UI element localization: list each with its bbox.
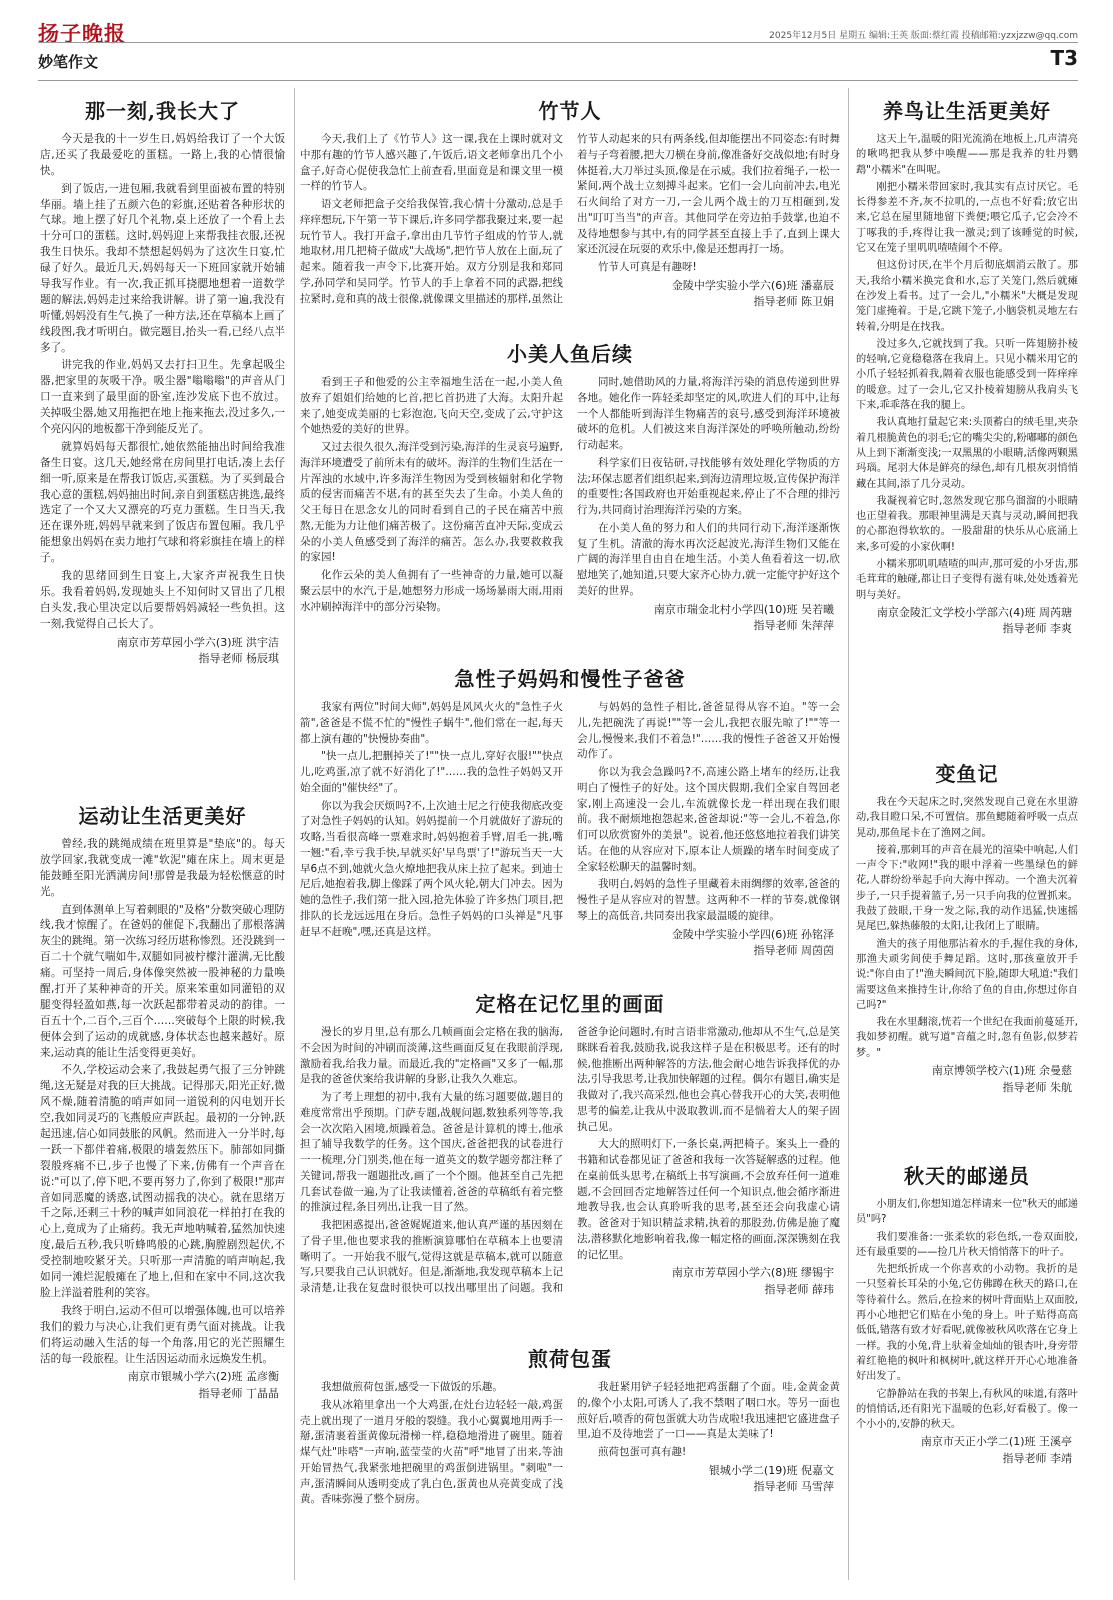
article-paragraph: 你以为我会厌烦吗?不,上次迪士尼之行使我彻底改变了对急性子妈妈的认知。妈妈提前一个月就做好了游玩的攻略,当看很高峰一票难求时,妈妈抱着手臂,眉毛一挑,嘴一翘:"看,幸亏我手快,早就买好'早鸟票'了!"游玩当天一大早6点不到,她就火急火燎地把我从床上拉了起来。到迪士尼后,她抱着我,脚上像踩了两个风火轮,朝大门冲去。因为她的急性子,我们第一批入园,抢先体验了许多热门项目,把排队的长龙远远甩在身后。急性子妈妈的口头禅是"凡事赶早不赶晚",嘿,还真是这样。	[300, 799, 563, 938]
article-title: 养鸟让生活更美好	[883, 99, 1051, 123]
article-paragraph: 我家有两位"时间大师",妈妈是风风火火的"急性子火箭",爸爸是不慌不忙的"慢性子蜗牛",他们常在一起,每天都上演有趣的"快慢协奏曲"。	[300, 701, 563, 745]
article-paragraph: 看到王子和他爱的公主幸福地生活在一起,小美人鱼放弃了姐姐们给她的匕首,把匕首扔进了大海。太阳升起来了,她变成美丽的七彩泡泡,飞向天空,变成了云,守护这个她热爱的美好的世界。	[300, 376, 563, 436]
article-title: 煎荷包蛋	[528, 1347, 612, 1371]
article-paragraph: 科学家们日夜钻研,寻找能够有效处理化学物质的方法;环保志愿者们组织起来,到海边清理垃圾,宣传保护海洋的重要性;各国政府也开始重视起来,停止了不合理的排污行为,共同商讨治理海洋污染的方案。	[577, 456, 840, 516]
page-number: T3	[1050, 46, 1078, 70]
section-title: 妙笔作文	[38, 53, 99, 71]
author: 南京金陵汇文学校小学部六(4)班 周芮瑭	[876, 605, 1072, 619]
author: 南京市芳草园小学六(3)班 洪宇洁	[116, 635, 279, 649]
teacher: 指导老师 朱萍萍	[753, 619, 834, 632]
article-paragraph: 我凝视着它时,忽然发现它那乌溜溜的小眼睛也正望着我。那眼神里满是天真与灵动,瞬间把我的心都泡得软软的。一股甜甜的快乐从心底涌上来,多可爱的小家伙啊!	[856, 495, 1078, 553]
article-paragraph: 小糯米那叽叽喳喳的叫声,那可爱的小牙齿,那毛茸茸的触碰,都让日子变得有滋有味,处处透着光明与美好。	[856, 559, 1078, 601]
article-byline	[40, 635, 285, 668]
article-paragraph: 为了考上理想的初中,我有大量的练习题要做,题目的难度常常出乎预期。门萨专题,战舰问题,数独系列等等,我会一次次陷入困境,烦躁着急。爸爸是计算机的博士,他承担了辅导我数学的任务。这个国庆,爸爸把我的试卷进行一一梳理,分门别类,他在每一道英文的数学题旁都注释了关键词,帮我一题题批改,画了一个个圈。他甚至自己先把几套试卷做一遍,为了让我读懂着,爸爸的草稿纸有着完整的推演过程,条目列出,让我一目了然。	[300, 1091, 563, 1214]
author: 金陵中学实验小学四(6)班 孙铭泽	[671, 927, 834, 941]
article-paragraph: 在小美人鱼的努力和人们的共同行动下,海洋逐渐恢复了生机。清澈的海水再次泛起波光,海洋生物们又能在广阔的海洋里自由自在地生活。小美人鱼看着这一切,欣慰地笑了,她知道,只要大家齐心协力,就一定能守护好这个美好的世界。	[577, 521, 840, 597]
article-paragraph: 接着,那刺耳的声音在晨光的渲染中响起,人们一声令下:"收网!"我的眼中浮着一些墨绿色的鲜花,人群纷纷举起手向大海中挥动。一个渔夫沉着步子,一只手提着篮子,另一只手向我的位置抓来。我鼓了鼓眼,干身一发之际,我的动作迅猛,快速摇晃尾巴,躲热藤般的太阳,让我闭上了眼睛。	[856, 844, 1078, 933]
article-dingge	[300, 988, 840, 1340]
article-title: 小美人鱼后续	[507, 342, 633, 366]
article-jixingzi	[300, 663, 840, 985]
article-paragraph: 它静静站在我的书架上,有秋风的味道,有落叶的悄悄话,还有阳光下温暖的色彩,好看极了。像一个小小的,安静的秋天。	[856, 1388, 1078, 1431]
article-title: 秋天的邮递员	[904, 1164, 1030, 1188]
author: 金陵中学实验小学六(6)班 潘嘉辰	[671, 278, 834, 292]
article-paragraph: "快一点儿,把删掉关了!""快一点儿,穿好衣服!""快点儿,吃鸡蛋,凉了就不好消化了!"……我的急性子妈妈又开始全面的"催快经"了。	[300, 750, 563, 794]
article-paragraph: 我赶紧用铲子轻轻地把鸡蛋翻了个面。哇,金黄金黄的,像个小太阳,可诱人了,我不禁咽了咽口水。等另一面也煎好后,喷香的荷包蛋就大功告成啦!我迅速把它盛进盘子里,迫不及待地尝了一口——真是太美味了!	[577, 1381, 840, 1441]
article-byline	[577, 602, 840, 635]
article-paragraph: 直到体测单上写着刺眼的"及格"分数突破心理防线,我才惊醒了。在爸妈的催促下,我翻出了那根落满灰尘的跳绳。第一次练习经历堪称惨烈。还没跳到一百二十个就气喘如牛,双腿如同被柠檬汁灌满,无比酸痛。可坚持一周后,身体像突然被一股神秘的力量唤醒,打开了某种神奇的开关。原来笨重如同灌铅的双腿变得轻盈如燕,每一次跃起都带着灵动的韵律。一百五十个,二百个,三百个……突破每个上限的时候,我便体会到了运动的成就感,身体状态也越来越好。原来,运动真的能让生活变得更美好。	[40, 903, 285, 1059]
article-paragraph: 又过去很久很久,海洋受到污染,海洋的生灵哀号遍野,海洋环境遭受了前所未有的破坏。海洋的生物们生活在一片浑浊的水域中,许多海洋生物因为受到核辐射和化学物质的侵害而痛苦不堪,有的甚至失去了生命。小美人鱼的父王每日在思念女儿的同时看到自己的子民在痛苦中煎熬,无能为力让他们痛苦极了。这份痛苦直冲天际,变成云朵的小美人鱼感受到了海洋的痛苦。怎么办,我要救救我的家园!	[300, 441, 563, 564]
article-paragraph: 刚把小糯米带回家时,我其实有点讨厌它。毛长得参差不齐,灰不拉叽的,一点也不好看;放它出来,它总在屋里随地留下粪便;喂它瓜子,它会冷不丁啄我的手,疼得让我一激灵;到了该睡觉的时候,它又在笼子里叽叽喳喳闹个不停。	[856, 181, 1078, 255]
article-paragraph: 不久,学校运动会来了,我鼓起勇气报了三分钟跳绳,这无疑是对我的巨大挑战。记得那天,阳光正好,微风不燥,随着清脆的哨声如同一道锐利的闪电划开长空,我如同灵巧的飞燕般应声跃起。最初的一分钟,跃起迅速,信心如同鼓胀的风帆。然而进入一分半时,每一跃一下都伴着痛,极限的墙轰然压下。肺部如同撕裂般疼痛不已,步子也慢了下来,仿佛有一个声音在说:"可以了,停下吧,不要再努力了,你到了极限!"那声音如同恶魔的诱惑,试图动摇我的决心。就在思绪万千之际,还剩三十秒的喊声如同浪花一样拍打在我的心上,竟成为了止痛药。我无声地呐喊着,猛然加快速度,最后五秒,我只听蜂鸣般的心跳,胸膛剧烈起伏,不受控制地咬紧牙关。只听那一声清脆的哨声响起,我如同一滩烂泥般瘫在了地上,但和在家中不同,这次我脸上洋溢着胜利的笑容。	[40, 1064, 285, 1299]
newspaper-logo: 扬子晚报	[38, 21, 126, 46]
article-bianyuji	[856, 758, 1078, 1148]
article-yangniao	[856, 95, 1078, 745]
teacher: 指导老师 朱航	[1002, 1080, 1072, 1094]
article-paragraph: 讲完我的作业,妈妈又去打扫卫生。先拿起吸尘器,把家里的灰吸干净。吸尘器"嗡嗡嗡"的声音从门口一直来到了最里面的卧室,连沙发底下也不放过。关掉吸尘器,她又用拖把在地上拖来拖去,没过多久,一个亮闪闪的地板都干净到能反光了。	[40, 359, 285, 436]
article-zhujieren	[300, 95, 840, 335]
teacher: 指导老师 杨辰琪	[198, 652, 279, 666]
article-paragraph: 今天是我的十一岁生日,妈妈给我订了一个大饭店,还买了我最爱吃的蛋糕。一路上,我的心情很愉快。	[40, 133, 285, 177]
teacher: 指导老师 周茵茵	[753, 944, 834, 957]
article-paragraph: 大大的照明灯下,一条长桌,两把椅子。案头上一叠的书籍和试卷都见证了爸爸和我每一次答疑解惑的过程。他在桌前低头思考,在稿纸上书写演画,不会放弃任何一道难题,不会回回否定地解答过任何一个知识点,他会循序渐进地教导我,也会认真聆听我的思考,甚至还会向我虚心请教。爸爸对于知识精益求精,执着的那股劲,仿佛是施了魔法,潜移默化地影响着我,像一幅定格的画面,深深镌刻在我的记忆里。	[577, 1138, 840, 1261]
author: 银城小学二(19)班 倪嘉文	[708, 1463, 834, 1477]
header-rule-lower	[38, 80, 1078, 81]
article-paragraph: 语文老师把盒子交给我保管,我心情十分激动,总是手痒痒想玩,下午第一节下课后,许多同学都我聚过来,要一起玩竹节人。我打开盒子,拿出由几节竹子组成的竹节人,就地取材,用几把椅子做成"大战场",把竹节人放在上面,玩了起来。随着我一声令下,比赛开始。双方分别是我和郑同学,孙同学和吴同学。竹节人的手上拿着不同的武器,把线拉紧时,竟和真的战士很像,就像课文里描述的那样,虽然让竹节人动起来的只有两条线,但却能摆出不同姿态:有时舞着与子弯着腰,把大刀横在身前,像准备好交战似地;有时身体挺着,大刀举过头顶,像是在示威。我们拉着绳子,一松一紧间,两个战士立刻搏斗起来。它们一会儿向前冲去,电光石火间给了对方一刀,一会儿两个战士的刀互相砸到,发出"叮叮当当"的声音。其他同学在旁边拍手鼓掌,也迫不及待地想参与其中,有的同学甚至直接上手了,直到上课大家还沉浸在玩耍的欢乐中,像是还想再打一场。	[300, 133, 840, 305]
article-yundong	[40, 800, 285, 1585]
article-paragraph: 我想做煎荷包蛋,感受一下做饭的乐趣。	[321, 1381, 503, 1393]
teacher: 指导老师 马雪萍	[753, 1480, 834, 1494]
article-paragraph: 没过多久,它就找到了我。只听一阵翅膀扑棱的轻响,它竟稳稳落在我肩上。只见小糯米用它的小爪子轻轻抓着我,隔着衣服也能感受到一阵痒痒的暖意。过了一会儿,它又扑棱着翅膀从我肩头飞下来,乖乖落在我的腿上。	[856, 338, 1078, 412]
article-byline	[856, 605, 1078, 638]
article-paragraph: 到了饭店,一进包厢,我就看到里面被布置的特别华丽。墙上挂了五颜六色的彩旗,还贴着各种形状的气球。地上摆了好几个礼物,桌上还放了一个看上去十分可口的蛋糕。这时,妈妈迎上来帮我挂衣服,还祝我生日快乐。我却不禁想起妈妈为了这次生日宴,忙碌了好久。最近几天,妈妈每天一下班回家就开始辅导我写作业。有一次,我正抓耳挠腮地想着一道数学题的解法,妈妈走过来给我讲解。讲了第一遍,我没有听懂,妈妈没有生气,换了一种方法,还在草稿本上画了线段图,我才听明白。做完题目,抬头一看,已经八点半多了。	[40, 182, 285, 354]
article-byline	[856, 1063, 1078, 1096]
article-paragraph: 竹节人可真是有趣呀!	[598, 261, 697, 273]
article-paragraph: 同时,她借助风的力量,将海洋污染的消息传递到世界各地。她化作一阵轻柔却坚定的风,吹进人们的耳中,让每一个人都能听到海洋生物痛苦的哀号,感受到海洋环境被破坏的危机。人们被这来自海洋深处的呼唤所触动,纷纷行动起来。	[577, 376, 840, 451]
article-title: 变鱼记	[935, 762, 999, 786]
article-byline	[577, 927, 840, 960]
teacher: 指导老师 李爽	[1002, 622, 1072, 636]
teacher: 指导老师 陈卫娟	[753, 295, 834, 309]
article-paragraph: 但这份讨厌,在半个月后彻底烟消云散了。那天,我给小糯米换完食和水,忘了关笼门,然后就瘫在沙发上看书。过了一会儿,"小糯米"大概是发现笼门虚掩着。于是,它跳下笼子,小脑袋机灵地左右转着,分明是在找我。	[856, 260, 1078, 333]
article-paragraph: 与妈妈的急性子相比,爸爸显得从容不迫。"等一会儿,先把碗洗了再说!""等一会儿,我把衣服先晾了!""等一会儿,慢慢来,我们不着急!"……我的慢性子爸爸又开始慢动作了。	[577, 701, 840, 761]
article-title: 竹节人	[538, 99, 602, 123]
article-title: 定格在记忆里的画面	[475, 992, 665, 1016]
article-title: 运动让生活更美好	[78, 804, 247, 828]
article-jianhebaodan	[300, 1343, 840, 1583]
article-paragraph: 漫长的岁月里,总有那么几帧画面会定格在我的脑海,不会因为时间的冲刷而淡薄,这些画面反复在我眼前浮现,激励着我,给我力量。而最近,我的"定格画"又多了一幅,那是我的爸爸伏案给我讲解的身影,让我久久难忘。	[300, 1026, 563, 1086]
article-paragraph: 曾经,我的跳绳成绩在班里算是"垫底"的。每天放学回家,我就变成一滩"软泥"瘫在床上。周末更是能鼓睡至阳光洒满房间!那曾是我最为轻松惬意的时光。	[40, 838, 285, 898]
author: 南京市银城小学六(2)班 孟彦衡	[127, 1370, 279, 1384]
article-paragraph: 先把纸折成一个你喜欢的小动物。我折的是一只竖着长耳朵的小兔,它仿佛蹲在秋天的路口,在等待着什么。然后,在捡来的树叶背面贴上双面胶,再小心地把它们贴在小兔的身上。叶子贴得高高低低,错落有致才好看呢,就像被秋风吹落在它身上一样。我的小兔,背上驮着金灿灿的银杏叶,身旁带着红艳艳的枫叶和枫树叶,就这样开开心心地准备好出发了。	[856, 1264, 1078, 1383]
article-paragraph: 化作云朵的美人鱼拥有了一些神奇的力量,她可以凝聚云层中的水汽,于是,她想努力形成一场场暴雨大雨,用雨水冲刷掉海洋中的部分污染物。	[300, 569, 563, 613]
article-paragraph: 我们要准备:一张柔软的彩色纸,一卷双面胶,还有最重要的——捡几片秋天悄悄落下的叶子。	[856, 1231, 1078, 1258]
article-byline	[856, 1434, 1078, 1467]
teacher: 指导老师 李靖	[1002, 1451, 1072, 1465]
article-paragraph: 我从冰箱里拿出一个大鸡蛋,在灶台边轻轻一敲,鸡蛋壳上就出现了一道月牙般的裂缝。我小心翼翼地用两手一掰,蛋清裹着蛋黄像玩滑梯一样,稳稳地滑进了碗里。随着煤气灶"咔嗒"一声响,蓝莹莹的火苗"呼"地冒了出来,等油开始冒热气,我紧张地把碗里的鸡蛋倒进锅里。"刺啦"一声,蛋清瞬间从透明变成了乳白色,蛋黄也从亮黄变成了浅黄。香味弥漫了整个厨房。	[300, 1398, 563, 1506]
article-paragraph: 你以为我会急躁吗?不,高速公路上堵车的经历,让我明白了慢性子的好处。这个国庆假期,我们全家自驾回老家,刚上高速没一会儿,车流就像长龙一样出现在我们眼前。我不耐烦地抱怨起来,爸爸却说:"等一会儿,不着急,你们可以欣赏窗外的美景"。说着,他还悠悠地拉着我们讲笑话。在他的从容应对下,原本让人烦躁的堵车时间变成了全家轻松聊天的温馨时刻。	[577, 766, 840, 873]
article-paragraph: 我认真地打量起它来:头顶蓄白的绒毛里,夹杂着几根脆黄色的羽毛;它的嘴尖尖的,粉嘟嘟的颜色从上到下渐渐变浅;一双黑黑的小眼睛,活像两颗黑玛瑙。尾羽大体是鲜亮的绿色,却有几根灰羽悄悄藏在其间,添了几分灵动。	[856, 417, 1078, 490]
author: 南京市芳草园小学六(8)班 缪锡宇	[671, 1266, 834, 1280]
teacher: 指导老师 薛玮	[764, 1282, 834, 1296]
masthead	[38, 18, 1078, 88]
article-paragraph: 这天上午,温暖的阳光流淌在地板上,几声清亮的啾鸣把我从梦中唤醒——那是我养的牡丹鹦鹉"小糯米"在叫呢。	[856, 134, 1078, 176]
article-byline	[577, 1265, 840, 1298]
article-paragraph: 小朋友们,你想知道怎样请来一位"秋天的邮递员"吗?	[856, 1199, 1078, 1226]
article-byline	[577, 278, 840, 311]
article-byline	[40, 1369, 285, 1402]
article-paragraph: 今天,我们上了《竹节人》这一课,我在上课时就对文中那有趣的竹节人感兴趣了,午饭后,语文老师拿出几个小盒子,好奇心促使我急忙上前查看,里面竟是和课文里一模一样的竹节人。	[300, 133, 563, 193]
article-byline	[577, 1463, 840, 1496]
article-xiaomeirenyu	[300, 338, 840, 660]
article-paragraph: 我明白,妈妈的急性子里藏着未雨绸缪的效率,爸爸的慢性子是从容应对的智慧。这两种不一样的节奏,就像钢琴上的高低音,共同奏出我家最温暖的旋律。	[577, 878, 840, 922]
article-title: 那一刻,我长大了	[85, 99, 240, 123]
article-na-yi-ke	[40, 95, 285, 795]
author: 南京博领学校六(1)班 余曼慈	[931, 1064, 1072, 1078]
article-paragraph: 渔夫的孩子用他那沾着水的手,握住我的身体,那渔夫顽劣间使手舞足蹈。这时,那孩童放开手说:"你自由了!"渔夫瞬间沉下脸,随即大吼道:"我们需要这鱼来推持生计,你给了鱼的自由,你想过你自己吗?"	[856, 938, 1078, 1011]
article-qiutian-youdiyuan	[856, 1160, 1078, 1585]
header-rule	[38, 42, 1078, 43]
article-paragraph: 我在水里翻滚,恍若一个世纪在我面前蔓延开,我如梦初醒。就写道"音蕴之时,忽有鱼影,似梦若梦。"	[856, 1017, 1078, 1059]
article-paragraph: 我把困惑提出,爸爸娓娓道来,他认真严谨的基因刻在了骨子里,他也要求我的推断演算哪怕在草稿本上也要清晰明了。一开始我不服气,觉得这就是草稿本,就可以随意写,只要我自己认识就好。但是,渐渐地,我发现草稿本上记录清楚,让我在复盘时很快可以找出哪里出了问题。我和爸爸争论问题时,有时言语非常激动,他却从不生气,总是笑眯眯看着我,鼓励我,说我这样子是在积极思考。还有的时候,他推断出两种解答的方法,他会耐心地告诉我择优的办法,引导我思考,让我加快解题的过程。偶尔有题目,确实是我做对了,我兴高采烈,他也会真心替我开心的大笑,表明他思考的偏差,让我从中汲取教训,而不是惴着大人的架子固执己见。	[300, 1026, 840, 1294]
header-info: 2025年12月5日 星期五 编辑:王英 版面:蔡红霞 投稿邮箱:yzxjzzw@qq.com	[769, 31, 1078, 41]
article-paragraph: 煎荷包蛋可真有趣!	[598, 1446, 687, 1458]
article-paragraph: 就算妈妈每天都很忙,她依然能抽出时间给我准备生日宴。这几天,她经常在房间里打电话,凑上去仔细一听,原来是在帮我订饭店,买蛋糕。为了买到最合我心意的蛋糕,妈妈抽出时间,亲自到蛋糕店挑选,最终选定了一个又大又漂亮的巧克力蛋糕。生日当天,我还在课外班,妈妈早就来到了饭店布置包厢。我几乎能想象出妈妈在卖力地打气球和将彩旗挂在墙上的样子。	[40, 440, 285, 565]
article-paragraph: 我在今天起床之时,突然发现自己竟在水里游动,我目瞪口呆,不可置信。那鱼鳃随着呼吸一点点晃动,那鱼尾卡在了渔网之间。	[856, 797, 1078, 839]
column-divider	[294, 88, 295, 1580]
author: 南京市天正小学二(1)班 王溪亭	[920, 1435, 1072, 1449]
article-paragraph: 我的思绪回到生日宴上,大家齐声祝我生日快乐。我看着妈妈,发现她头上不知何时又冒出了几根白头发,我心里决定以后要帮妈妈减轻一些负担。这一刻,我觉得自己长大了。	[40, 570, 285, 630]
article-title: 急性子妈妈和慢性子爸爸	[454, 667, 686, 691]
column-divider	[848, 88, 849, 1580]
author: 南京市瑞金北村小学四(10)班 吴若曦	[653, 602, 834, 616]
article-paragraph: 我终于明白,运动不但可以增强体魄,也可以培养我们的毅力与决心,让我们更有勇气面对挑战。让我们将运动融入生活的每一个角落,用它的光芒照耀生活的每一段旅程。让生活因运动而永远焕发生机。	[40, 1304, 285, 1365]
teacher: 指导老师 丁晶晶	[198, 1386, 279, 1400]
